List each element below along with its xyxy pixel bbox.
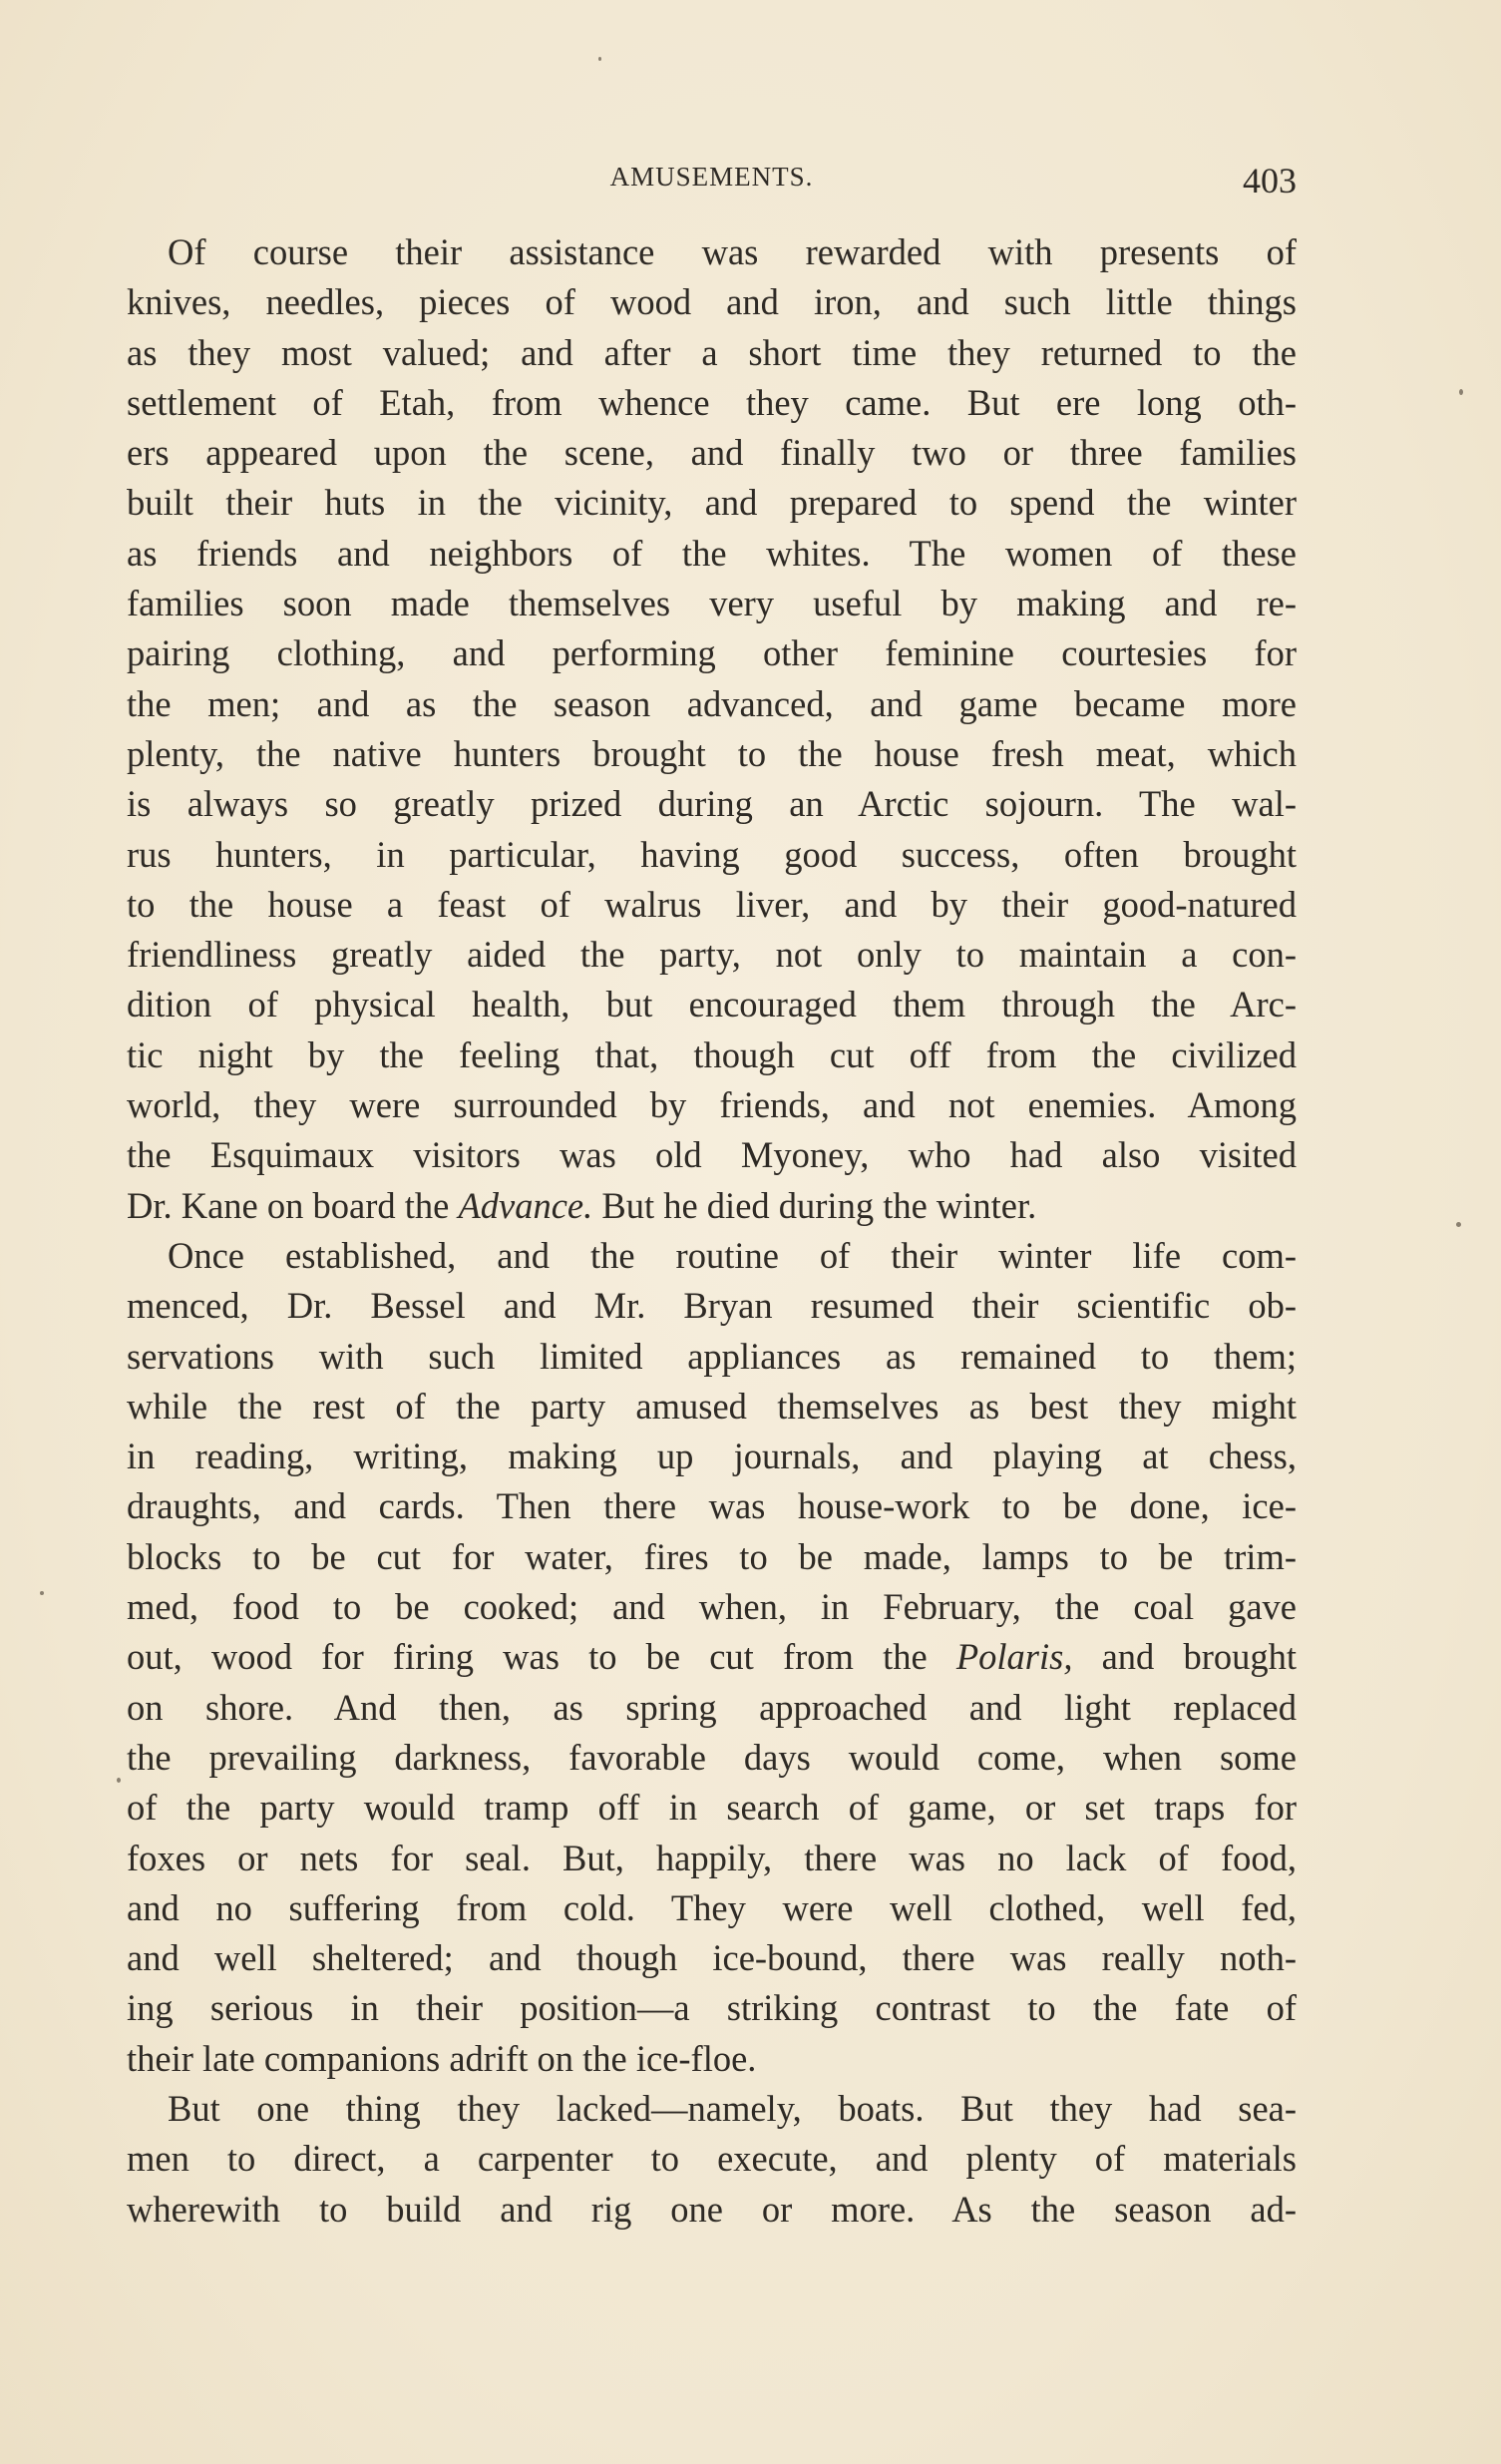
text-line: is always so greatly prized during an Arctic sojourn. The wal-: [127, 783, 1297, 825]
text-line: and no suffering from cold. They were well clothed, well fed,: [127, 1886, 1297, 1928]
text-line: tic night by the feeling that, though cut off from the civilized: [127, 1033, 1297, 1075]
text-line: dition of physical health, but encouraged them through the Arc-: [127, 984, 1297, 1026]
text-line: friendliness greatly aided the party, not only to maintain a con-: [127, 934, 1297, 976]
text-line: wherewith to build and rig one or more. As the season ad-: [127, 2188, 1297, 2230]
text-line: ing serious in their position—a striking contrast to the fate of: [127, 1987, 1297, 2029]
text-line: world, they were surrounded by friends, and not enemies. Among: [127, 1084, 1297, 1126]
text-line: their late companions adrift on the ice-floe.: [127, 2037, 757, 2079]
text-line: Once established, and the routine of their winter life com-: [168, 1234, 1297, 1276]
text-line: on shore. And then, as spring approached and light replaced: [127, 1686, 1297, 1728]
text-line: rus hunters, in particular, having good success, often brought: [127, 833, 1297, 875]
body-text: [127, 227, 1297, 2235]
text-line: to the house a feast of walrus liver, and by their good-natured: [127, 883, 1297, 925]
text-line: the prevailing darkness, favorable days would come, when some: [127, 1736, 1297, 1778]
text-line: the men; and as the season advanced, and game became more: [127, 682, 1297, 724]
text-line: foxes or nets for seal. But, happily, there was no lack of food,: [127, 1837, 1297, 1878]
text-line: med, food to be cooked; and when, in February, the coal gave: [127, 1586, 1297, 1628]
running-head: AMUSEMENTS.: [609, 162, 814, 192]
text-line: the Esquimaux visitors was old Myoney, who had also visited: [127, 1134, 1297, 1176]
text-line: out, wood for firing was to be cut from the Polaris, and brought: [127, 1636, 1297, 1678]
text-line: and well sheltered; and though ice-bound, there was really noth-: [127, 1937, 1297, 1979]
page-header: [127, 160, 1297, 200]
paper-speck: [598, 57, 601, 61]
text-line: settlement of Etah, from whence they came. But ere long oth-: [127, 381, 1297, 423]
page-number: 403: [1243, 161, 1297, 201]
text-line: But one thing they lacked—namely, boats. But they had sea-: [168, 2087, 1297, 2129]
text-line: knives, needles, pieces of wood and iron, and such little things: [127, 281, 1297, 323]
paper-speck: [117, 1778, 121, 1783]
text-line: ers appeared upon the scene, and finally two or three families: [127, 432, 1297, 474]
text-line: Dr. Kane on board the Advance. But he died during the winter.: [127, 1184, 1037, 1226]
text-line: menced, Dr. Bessel and Mr. Bryan resumed their scientific ob-: [127, 1285, 1297, 1327]
text-line: plenty, the native hunters brought to the house fresh meat, which: [127, 732, 1297, 774]
paper-speck: [1459, 389, 1463, 395]
paper-speck: [1456, 1222, 1461, 1227]
text-line: while the rest of the party amused themselves as best they might: [127, 1385, 1297, 1427]
text-line: of the party would tramp off in search of game, or set traps for: [127, 1787, 1297, 1829]
text-line: pairing clothing, and performing other feminine courtesies for: [127, 632, 1297, 674]
text-line: Of course their assistance was rewarded with presents of: [168, 231, 1297, 272]
paper-speck: [40, 1591, 44, 1595]
text-line: draughts, and cards. Then there was house-work to be done, ice-: [127, 1485, 1297, 1527]
text-line: families soon made themselves very useful by making and re-: [127, 583, 1297, 624]
text-line: men to direct, a carpenter to execute, and plenty of materials: [127, 2138, 1297, 2180]
text-line: in reading, writing, making up journals, and playing at chess,: [127, 1436, 1297, 1477]
text-line: as friends and neighbors of the whites. The women of these: [127, 532, 1297, 574]
text-line: servations with such limited appliances as remained to them;: [127, 1335, 1297, 1377]
text-line: built their huts in the vicinity, and prepared to spend the winter: [127, 482, 1297, 524]
text-line: as they most valued; and after a short time they returned to the: [127, 331, 1297, 373]
text-line: blocks to be cut for water, fires to be made, lamps to be trim-: [127, 1535, 1297, 1577]
